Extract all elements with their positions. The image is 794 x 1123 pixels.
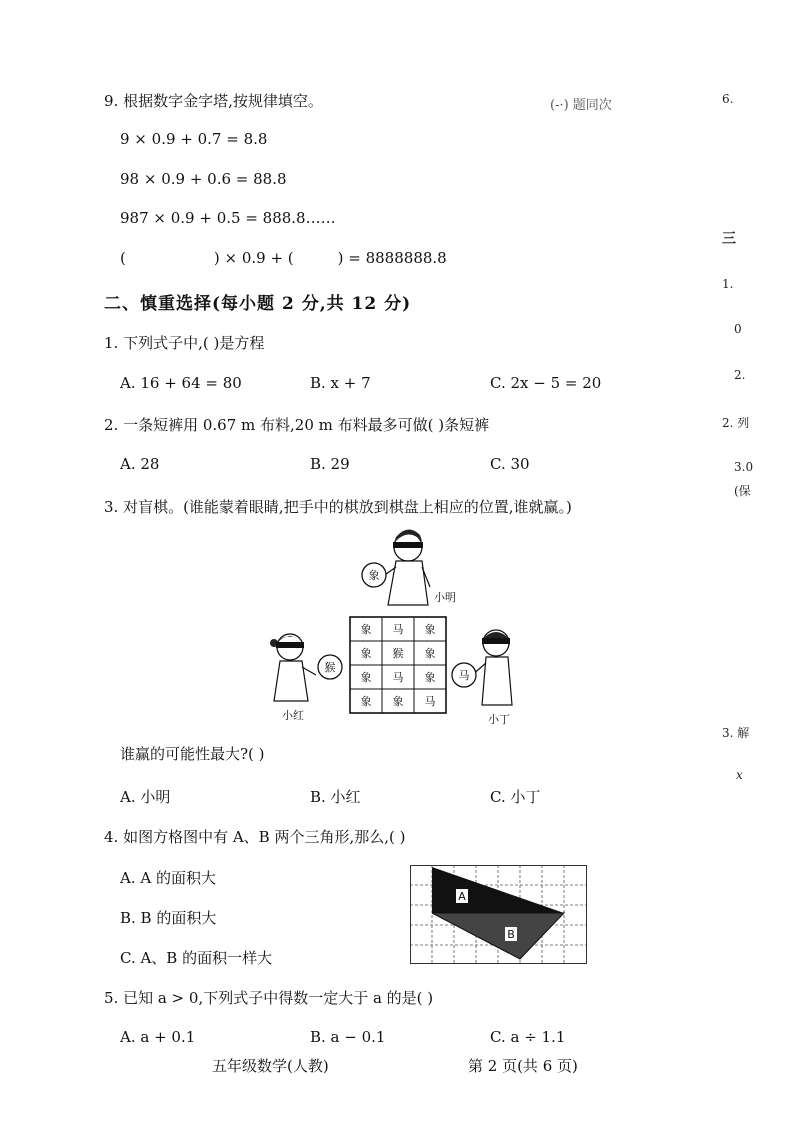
triangle-b-label: B — [507, 928, 515, 941]
board-cell-r3c3: 象 — [424, 671, 436, 684]
xiaoming-label: 小明 — [434, 591, 456, 604]
xiaohong-piece: 猴 — [324, 661, 336, 674]
board-cell-r2c2: 猴 — [392, 647, 404, 660]
q4-option-b[interactable]: B. B 的面积大 — [120, 909, 217, 927]
board-cell-r4c2: 象 — [392, 695, 404, 708]
xiaoding-piece: 马 — [458, 669, 470, 682]
xiaoming-piece: 象 — [368, 569, 380, 582]
board-cell-r3c1: 象 — [360, 671, 372, 684]
q1-option-b[interactable]: B. x + 7 — [310, 374, 371, 392]
q4-option-c[interactable]: C. A、B 的面积一样大 — [120, 949, 273, 967]
chess-board — [350, 617, 446, 713]
xiaoding-figure — [452, 630, 512, 726]
q2-option-a[interactable]: A. 28 — [120, 455, 160, 473]
q2-stem: 2. 一条短裤用 0.67 m 布料,20 m 布料最多可做( )条短裤 — [104, 416, 490, 434]
q5-option-c[interactable]: C. a ÷ 1.1 — [490, 1028, 566, 1046]
q3-option-b[interactable]: B. 小红 — [310, 788, 361, 806]
q1-option-c[interactable]: C. 2x − 5 = 20 — [490, 374, 602, 392]
margin-item-x: x — [736, 768, 743, 782]
q5-stem: 5. 已知 a > 0,下列式子中得数一定大于 a 的是( ) — [104, 989, 434, 1007]
q4-option-a[interactable]: A. A 的面积大 — [120, 869, 216, 887]
q3-stem: 3. 对盲棋。(谁能蒙着眼睛,把手中的棋放到棋盘上相应的位置,谁就赢。) — [104, 498, 572, 516]
q1-stem: 1. 下列式子中,( )是方程 — [104, 334, 265, 352]
margin-item-3: 3.0 — [734, 460, 754, 474]
triangle-grid-figure — [410, 865, 588, 965]
q3-option-c[interactable]: C. 小丁 — [490, 788, 541, 806]
triangle-a — [432, 867, 564, 913]
q4-stem: 4. 如图方格图中有 A、B 两个三角形,那么,( ) — [104, 828, 406, 846]
q9-blank-mid: ) × 0.9 + ( — [213, 249, 294, 267]
margin-item-keep: (保 — [734, 484, 751, 498]
margin-item-0: 0 — [734, 322, 742, 336]
footer-page-number: 第 2 页(共 6 页) — [468, 1057, 578, 1075]
xiaoming-figure — [362, 529, 456, 605]
q2-option-c[interactable]: C. 30 — [490, 455, 530, 473]
board-cell-r3c2: 马 — [392, 671, 404, 684]
section2-title: 二、慎重选择(每小题 2 分,共 12 分) — [104, 294, 412, 314]
margin-item-6: 6. — [722, 92, 734, 106]
board-cell-r1c1: 象 — [360, 623, 372, 636]
board-cell-r2c3: 象 — [424, 647, 436, 660]
q1-option-a[interactable]: A. 16 + 64 = 80 — [120, 374, 242, 392]
q9-blank-open: ( — [120, 249, 126, 267]
xiaohong-label: 小红 — [282, 709, 304, 722]
board-cell-r1c2: 马 — [392, 623, 404, 636]
q5-option-b[interactable]: B. a − 0.1 — [310, 1028, 386, 1046]
q5-option-a[interactable]: A. a + 0.1 — [120, 1028, 196, 1046]
top-scribble: (-·) 题同次 — [550, 98, 612, 113]
board-cell-r2c1: 象 — [360, 647, 372, 660]
q9-fill-line — [120, 249, 447, 267]
q3-question: 谁赢的可能性最大?( ) — [120, 745, 265, 763]
margin-item-2: 2. — [734, 368, 746, 382]
q9-line-1: 9 × 0.9 + 0.7 = 8.8 — [120, 130, 268, 148]
blind-chess-illustration — [250, 525, 530, 730]
xiaohong-figure — [270, 634, 342, 722]
margin-item-section3: 三 — [722, 231, 736, 247]
q3-option-a[interactable]: A. 小明 — [120, 788, 171, 806]
triangle-a-label: A — [458, 890, 466, 903]
footer-subject: 五年级数学(人教) — [212, 1057, 329, 1075]
q9-line-2: 98 × 0.9 + 0.6 = 88.8 — [120, 170, 287, 188]
q9-line-3: 987 × 0.9 + 0.5 = 888.8…… — [120, 209, 336, 227]
board-cell-r1c3: 象 — [424, 623, 436, 636]
q9-title: 9. 根据数字金字塔,按规律填空。 — [104, 92, 323, 110]
margin-item-1: 1. — [722, 277, 734, 291]
margin-item-list: 2. 列 — [722, 416, 750, 430]
q9-blank-end: ) = 8888888.8 — [337, 249, 447, 267]
xiaoding-label: 小丁 — [488, 713, 510, 726]
board-cell-r4c3: 马 — [424, 695, 436, 708]
board-cell-r4c1: 象 — [360, 695, 372, 708]
margin-item-solve: 3. 解 — [722, 726, 750, 740]
q2-option-b[interactable]: B. 29 — [310, 455, 350, 473]
